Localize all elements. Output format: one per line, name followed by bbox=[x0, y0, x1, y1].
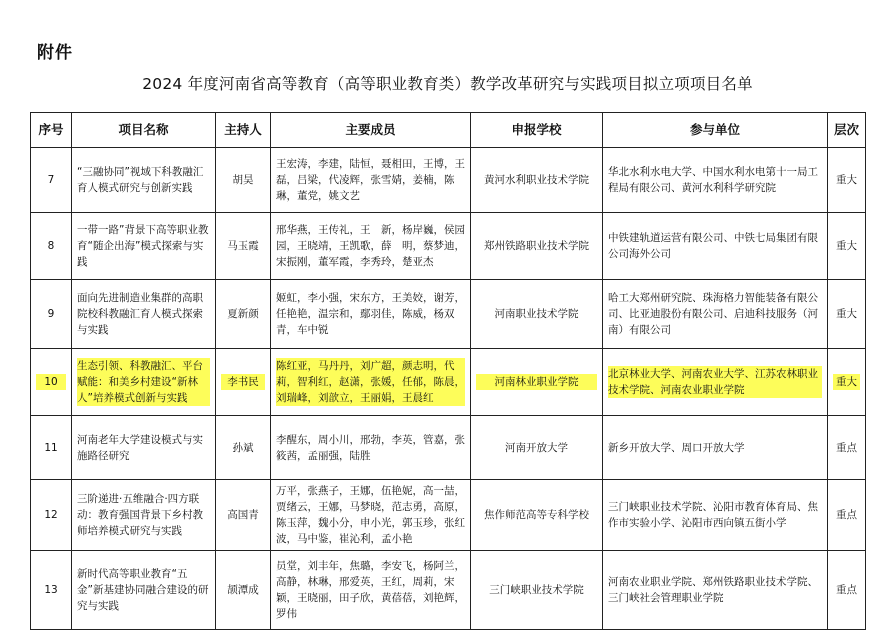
row-members: 王宏涛，李建，陆恒，聂相田，王博，王磊，吕梁，代凌辉，张雪婧，姜楠，陈琳，董党，姚文艺 bbox=[271, 148, 471, 213]
highlight-mark: 陈红亚，马丹丹，刘广超，颜志明，代莉，智利红，赵潇，张媛，任郁，陈晨，刘瑞峰，刘歆立，王丽娟，王晨红 bbox=[276, 360, 465, 404]
row-no: 8 bbox=[31, 213, 72, 280]
row-level: 重点 bbox=[828, 416, 866, 480]
row-host: 马玉霞 bbox=[216, 213, 271, 280]
table-row bbox=[31, 416, 866, 480]
row-school: 河南职业技术学院 bbox=[471, 280, 603, 349]
row-units: 华北水利水电大学、中国水利水电第十一局工程局有限公司、黄河水利科学研究院 bbox=[603, 148, 828, 213]
row-no: 12 bbox=[31, 480, 72, 551]
row-host: 胡昊 bbox=[216, 148, 271, 213]
highlight-mark: 重大 bbox=[833, 374, 860, 390]
header-level: 层次 bbox=[828, 113, 866, 148]
header-school: 申报学校 bbox=[471, 113, 603, 148]
row-members bbox=[271, 349, 471, 416]
table-row bbox=[31, 551, 866, 630]
row-project-name: 面向先进制造业集群的高职院校科教融汇育人模式探索与实践 bbox=[72, 280, 216, 349]
row-project-name: 新时代高等职业教育“五金”新基建协同融合建设的研究与实践 bbox=[72, 551, 216, 630]
row-members: 员堂，刘丰年，焦璐，李安飞，杨阿兰，高静，林琳，邢爱英，王红，周莉，宋颖，王晓丽，田子欣，黄蓓蓓，刘艳辉，罗伟 bbox=[271, 551, 471, 630]
table-row-highlighted bbox=[31, 349, 866, 416]
row-units: 哈工大郑州研究院、珠海格力智能装备有限公司、比亚迪股份有限公司、启迪科技服务（河南）有限公司 bbox=[603, 280, 828, 349]
row-host: 孙斌 bbox=[216, 416, 271, 480]
row-school: 郑州铁路职业技术学院 bbox=[471, 213, 603, 280]
header-host: 主持人 bbox=[216, 113, 271, 148]
row-host: 颉潭成 bbox=[216, 551, 271, 630]
row-no: 13 bbox=[31, 551, 72, 630]
header-no: 序号 bbox=[31, 113, 72, 148]
row-host bbox=[216, 349, 271, 416]
highlight-mark: 生态引领、科教融汇、平台赋能：和美乡村建设“新林人”培养模式创新与实践 bbox=[77, 358, 210, 406]
row-school: 三门峡职业技术学院 bbox=[471, 551, 603, 630]
row-school: 焦作师范高等专科学校 bbox=[471, 480, 603, 551]
highlight-mark: 10 bbox=[36, 374, 66, 390]
row-members: 李醒东，周小川，邢勃，李英，管嘉，张筱茜，孟丽强，陆胜 bbox=[271, 416, 471, 480]
row-units: 新乡开放大学、周口开放大学 bbox=[603, 416, 828, 480]
row-level: 重点 bbox=[828, 551, 866, 630]
header-members: 主要成员 bbox=[271, 113, 471, 148]
document-title: 2024 年度河南省高等教育（高等职业教育类）教学改革研究与实践项目拟立项项目名单 bbox=[142, 75, 753, 93]
row-school: 黄河水利职业技术学院 bbox=[471, 148, 603, 213]
row-level: 重点 bbox=[828, 480, 866, 551]
row-project-name bbox=[72, 349, 216, 416]
row-project-name: “三融协同”视域下科教融汇育人模式研究与创新实践 bbox=[72, 148, 216, 213]
row-members: 姬虹，李小强，宋东方，王美姣，谢芳，任艳艳，温宗和，鄢羽佳，陈威，杨双青，车中锐 bbox=[271, 280, 471, 349]
row-level: 重大 bbox=[828, 280, 866, 349]
table-row bbox=[31, 213, 866, 280]
row-no: 9 bbox=[31, 280, 72, 349]
row-project-name: 河南老年大学建设模式与实施路径研究 bbox=[72, 416, 216, 480]
row-members: 邢华燕，王传礼，王 新，杨岸巍，侯园园，王晓靖，王凯歌，薛 明，蔡梦迪，宋振刚，董军霞，李秀玲，楚亚杰 bbox=[271, 213, 471, 280]
highlight-mark: 李书民 bbox=[221, 374, 265, 390]
row-level: 重大 bbox=[828, 148, 866, 213]
table-header-row bbox=[31, 113, 866, 148]
project-table bbox=[30, 112, 866, 630]
row-level bbox=[828, 349, 866, 416]
table-row bbox=[31, 280, 866, 349]
row-host: 夏新颜 bbox=[216, 280, 271, 349]
row-project-name: 一带一路”背景下高等职业教育“随企出海”模式探索与实践 bbox=[72, 213, 216, 280]
row-no: 7 bbox=[31, 148, 72, 213]
row-units: 中铁建轨道运营有限公司、中铁七局集团有限公司海外公司 bbox=[603, 213, 828, 280]
row-school: 河南开放大学 bbox=[471, 416, 603, 480]
row-project-name: 三阶递进·五维融合·四方联动：教育强国背景下乡村教师培养模式研究与实践 bbox=[72, 480, 216, 551]
row-units bbox=[603, 349, 828, 416]
table-row bbox=[31, 480, 866, 551]
row-level: 重大 bbox=[828, 213, 866, 280]
row-units: 河南农业职业学院、郑州铁路职业技术学院、三门峡社会管理职业学院 bbox=[603, 551, 828, 630]
highlight-mark: 北京林业大学、河南农业大学、江苏农林职业技术学院、河南农业职业学院 bbox=[608, 366, 822, 398]
row-host: 高国青 bbox=[216, 480, 271, 551]
highlight-mark: 河南林业职业学院 bbox=[476, 374, 597, 390]
header-units: 参与单位 bbox=[603, 113, 828, 148]
table-row bbox=[31, 148, 866, 213]
row-no: 11 bbox=[31, 416, 72, 480]
row-members: 万平，张燕子，王娜，伍艳妮，高一喆，贾绪云，王娜，马梦晓，范志勇，高原，陈玉萍，魏小分，申小光，郭玉珍，张红波，马中鉴，崔沁利，孟小艳 bbox=[271, 480, 471, 551]
header-project-name: 项目名称 bbox=[72, 113, 216, 148]
row-no bbox=[31, 349, 72, 416]
attachment-label: 附件 bbox=[37, 43, 73, 63]
row-school bbox=[471, 349, 603, 416]
row-units: 三门峡职业技术学院、沁阳市教育体育局、焦作市实验小学、沁阳市西向镇五街小学 bbox=[603, 480, 828, 551]
